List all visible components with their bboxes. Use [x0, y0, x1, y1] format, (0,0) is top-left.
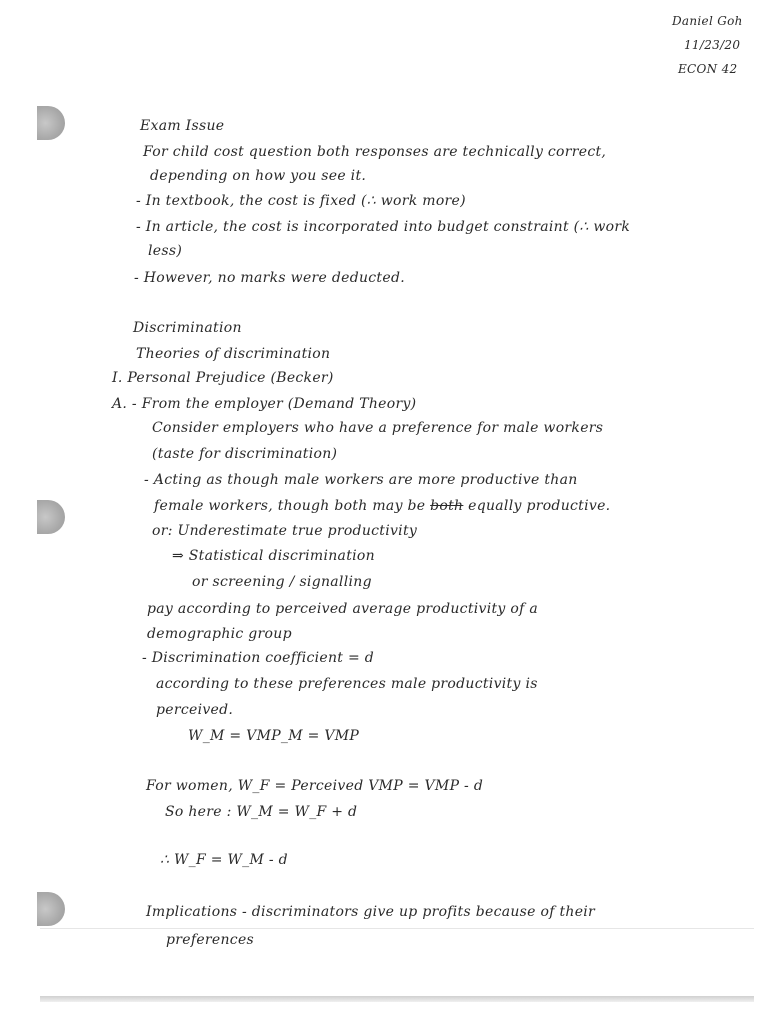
note-line: depending on how you see it. [150, 168, 367, 184]
note-line [154, 498, 610, 514]
note-line: demographic group [147, 626, 292, 642]
note-line: A. - From the employer (Demand Theory) [112, 396, 417, 412]
equation-relation: So here : W_M = W_F + d [165, 804, 358, 820]
equation-conclusion: ∴ W_F = W_M - d [160, 852, 288, 868]
note-line: - Acting as though male workers are more productive than [144, 472, 578, 488]
note-line: or: Underestimate true productivity [152, 523, 418, 539]
note-line: - In textbook, the cost is fixed (∴ work more) [136, 193, 466, 209]
note-line: perceived. [156, 702, 234, 718]
note-date: 11/23/20 [684, 38, 741, 52]
note-line: preferences [166, 932, 255, 948]
scan-bottom-edge [40, 996, 754, 1002]
note-line-part: female workers, though both may be [154, 498, 431, 514]
note-line: For child cost question both responses are technically correct, [143, 144, 607, 160]
note-line: less) [148, 243, 183, 259]
note-line: according to these preferences male productivity is [156, 676, 538, 692]
note-line: - Discrimination coefficient = d [142, 650, 375, 666]
note-line: pay according to perceived average productivity of a [147, 601, 539, 617]
equation-wf: For women, W_F = Perceived VMP = VMP - d [146, 778, 484, 794]
punch-hole-bottom [37, 892, 65, 926]
note-line-part: equally productive. [463, 498, 611, 514]
note-line: I. Personal Prejudice (Becker) [112, 370, 334, 386]
equation-wm: W_M = VMP_M = VMP [188, 728, 360, 744]
heading-exam-issue: Exam Issue [140, 118, 225, 134]
punch-hole-middle [37, 500, 65, 534]
punch-hole-top [37, 106, 65, 140]
note-line: - In article, the cost is incorporated into budget constraint (∴ work [136, 219, 631, 235]
note-line: - However, no marks were deducted. [134, 270, 405, 286]
heading-discrimination: Discrimination [133, 320, 242, 336]
note-line-implications: Implications - discriminators give up profits because of their [146, 904, 596, 920]
author-name: Daniel Goh [672, 14, 743, 28]
course-code: ECON 42 [678, 62, 738, 76]
note-line: or screening / signalling [192, 574, 372, 590]
subheading-theories: Theories of discrimination [136, 346, 331, 362]
note-line: Consider employers who have a preference for male workers [152, 420, 604, 436]
note-line: (taste for discrimination) [152, 446, 338, 462]
struck-word: both [430, 498, 464, 514]
scan-line [40, 928, 754, 929]
note-line: ⇒ Statistical discrimination [172, 548, 375, 564]
